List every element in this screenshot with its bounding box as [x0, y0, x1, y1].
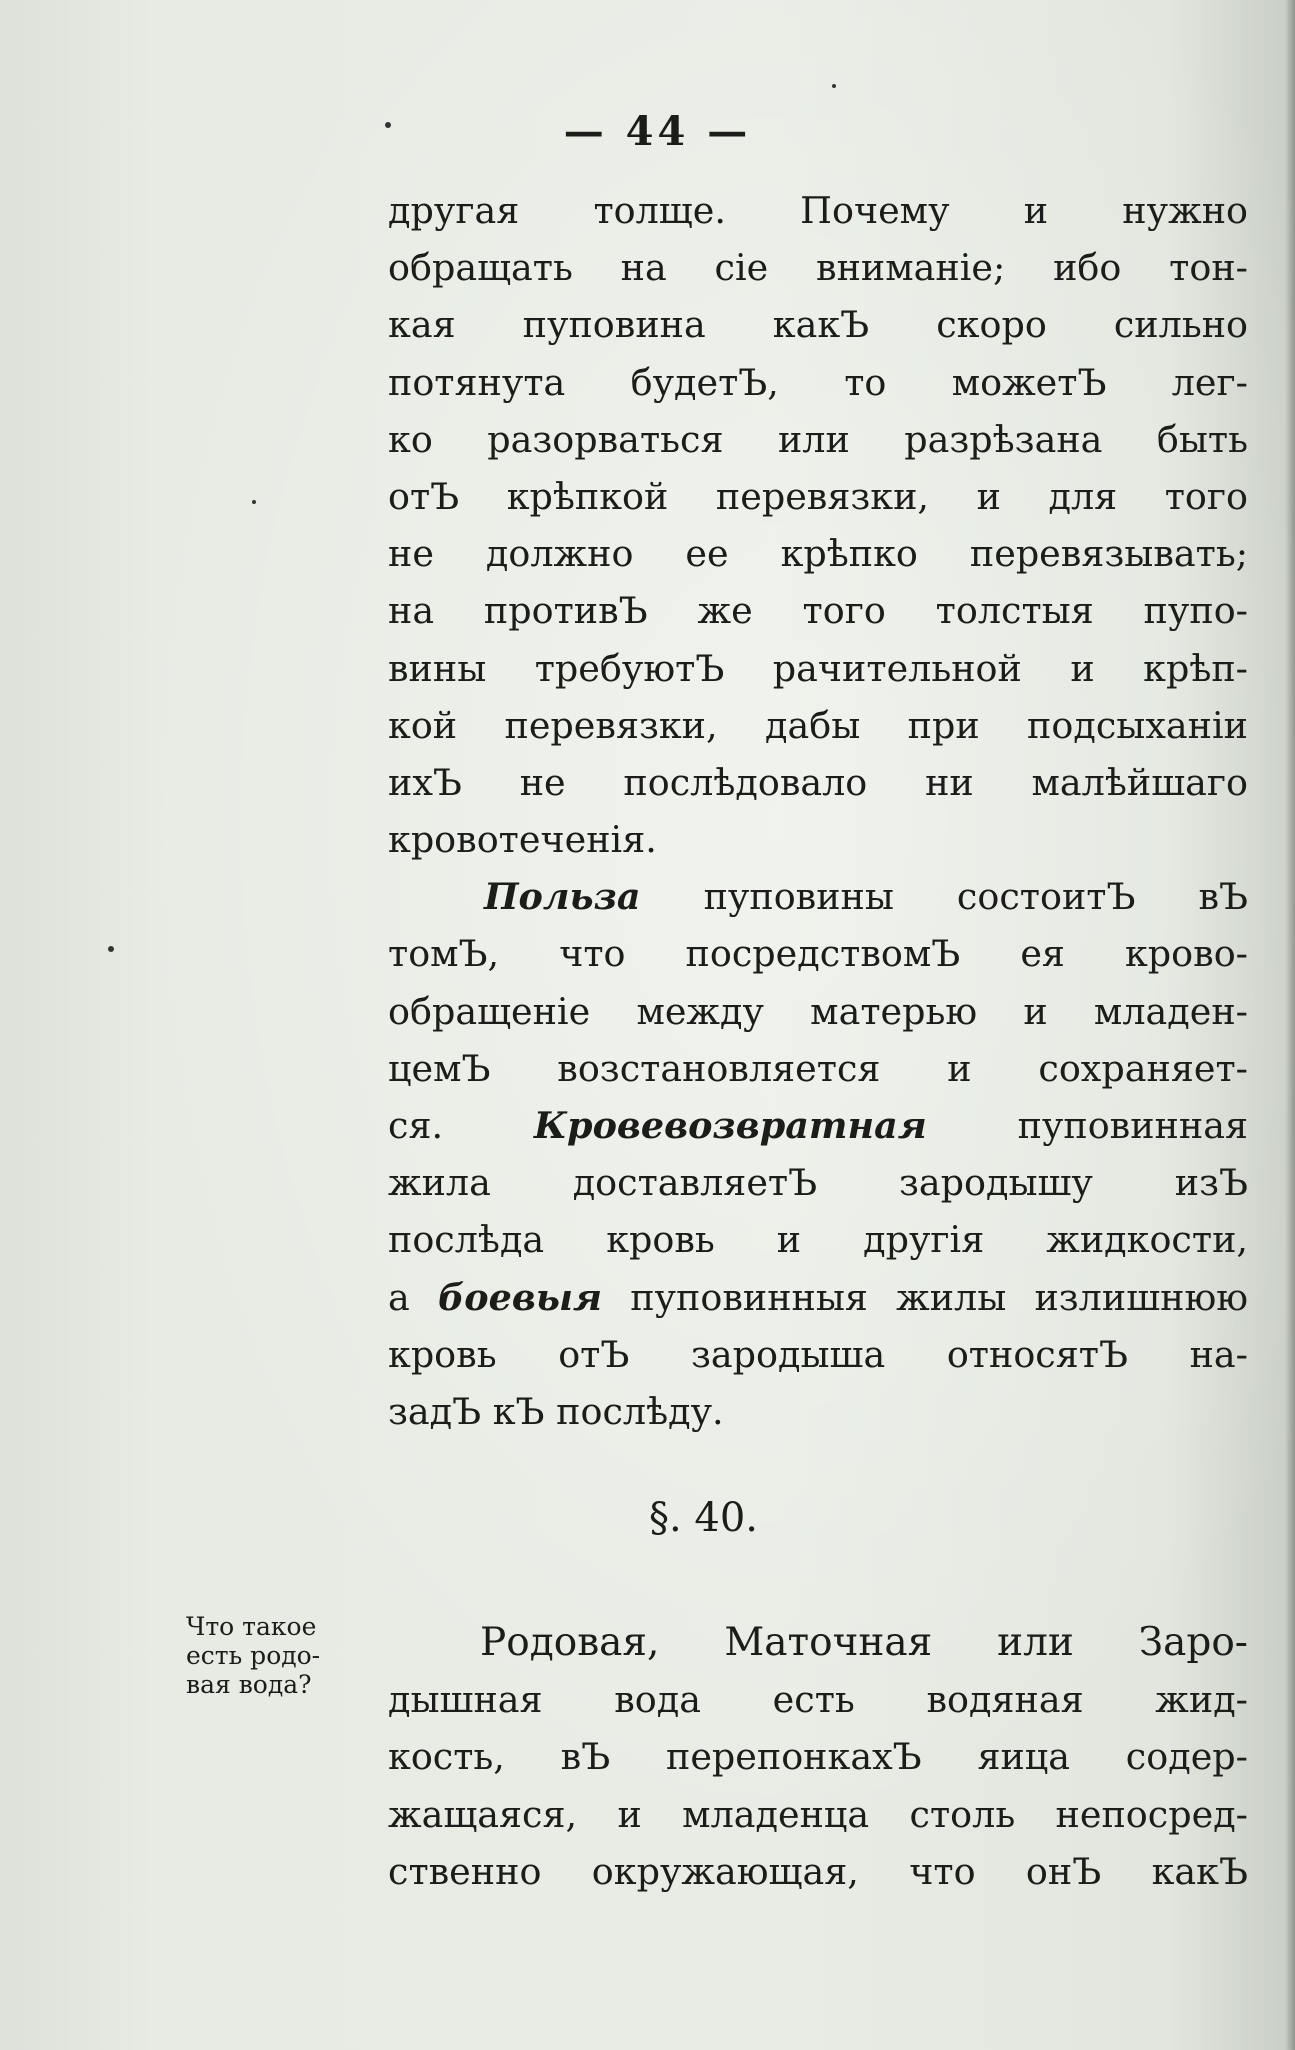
emphasis-term: Кровевозвратная	[533, 1104, 927, 1147]
text-line: задЪ кЪ послѣду.	[388, 1389, 724, 1433]
text-line: жащаяся, и младенца столь непосред-	[388, 1792, 1248, 1836]
text-span: пуповины состоитЪ вЪ	[703, 875, 1248, 919]
text-line: ко разорваться или разрѣзана быть	[388, 417, 1248, 461]
text-line: отЪ крѣпкой перевязки, и для того	[388, 474, 1248, 518]
text-line	[388, 868, 1248, 925]
section-text	[388, 1614, 1248, 1900]
text-line: кость, вЪ перепонкахЪ яица содер-	[388, 1735, 1248, 1779]
text-span: а	[388, 1275, 410, 1319]
text-span: пуповинныя жилы излишнюю	[630, 1275, 1248, 1319]
text-line: цемЪ возстановляется и сохраняет-	[388, 1046, 1248, 1090]
text-line: Родовая, Маточная или Заро-	[480, 1620, 1248, 1665]
text-line: обращать на сіе вниманіе; ибо тон-	[388, 246, 1248, 290]
text-line: потянута будетЪ, то можетЪ лег-	[388, 360, 1248, 404]
text-line: ственно окружающая, что онЪ какЪ	[388, 1849, 1248, 1893]
text-line: обращеніе между матерью и младен-	[388, 989, 1248, 1033]
text-line: дышная вода есть водяная жид-	[388, 1678, 1248, 1722]
main-text	[388, 182, 1248, 1440]
text-line: кая пуповина какЪ скоро сильно	[388, 303, 1248, 347]
text-line	[388, 1269, 1248, 1326]
emphasis-term: Польза	[484, 875, 641, 919]
text-line: томЪ, что посредствомЪ ея крово-	[388, 932, 1248, 976]
text-line: ихЪ не послѣдовало ни малѣйшаго	[388, 760, 1248, 804]
page-number: — 44 —	[563, 108, 752, 155]
ink-speck	[385, 122, 391, 128]
text-line: на противЪ же того толстыя пупо-	[388, 589, 1248, 633]
text-line: вины требуютЪ рачительной и крѣп-	[388, 646, 1248, 690]
text-line: жила доставляетЪ зародышу изЪ	[388, 1161, 1248, 1205]
ink-speck	[832, 84, 836, 88]
margin-note-line: Что такое	[186, 1612, 317, 1641]
margin-note-line: вая вода?	[186, 1670, 312, 1699]
ink-speck	[252, 500, 256, 504]
section-heading: §. 40.	[648, 1495, 759, 1541]
margin-note-line: есть родо-	[186, 1641, 321, 1670]
page-edge-shadow	[1285, 0, 1295, 2050]
text-line: другая толще. Почему и нужно	[388, 189, 1248, 232]
text-line: кой перевязки, дабы при подсыханіи	[388, 703, 1248, 747]
text-line: послѣда кровь и другія жидкости,	[388, 1218, 1248, 1262]
emphasis-term: боевыя	[437, 1275, 603, 1319]
text-line	[388, 1097, 1248, 1154]
margin-note	[186, 1612, 386, 1699]
text-span: ся.	[388, 1104, 444, 1147]
ink-speck	[108, 946, 114, 952]
text-line: кровь отЪ зародыша относятЪ на-	[388, 1332, 1248, 1376]
text-line: не должно ее крѣпко перевязывать;	[388, 532, 1248, 576]
text-line: кровотеченія.	[388, 818, 657, 862]
text-span: пуповинная	[1017, 1104, 1248, 1147]
